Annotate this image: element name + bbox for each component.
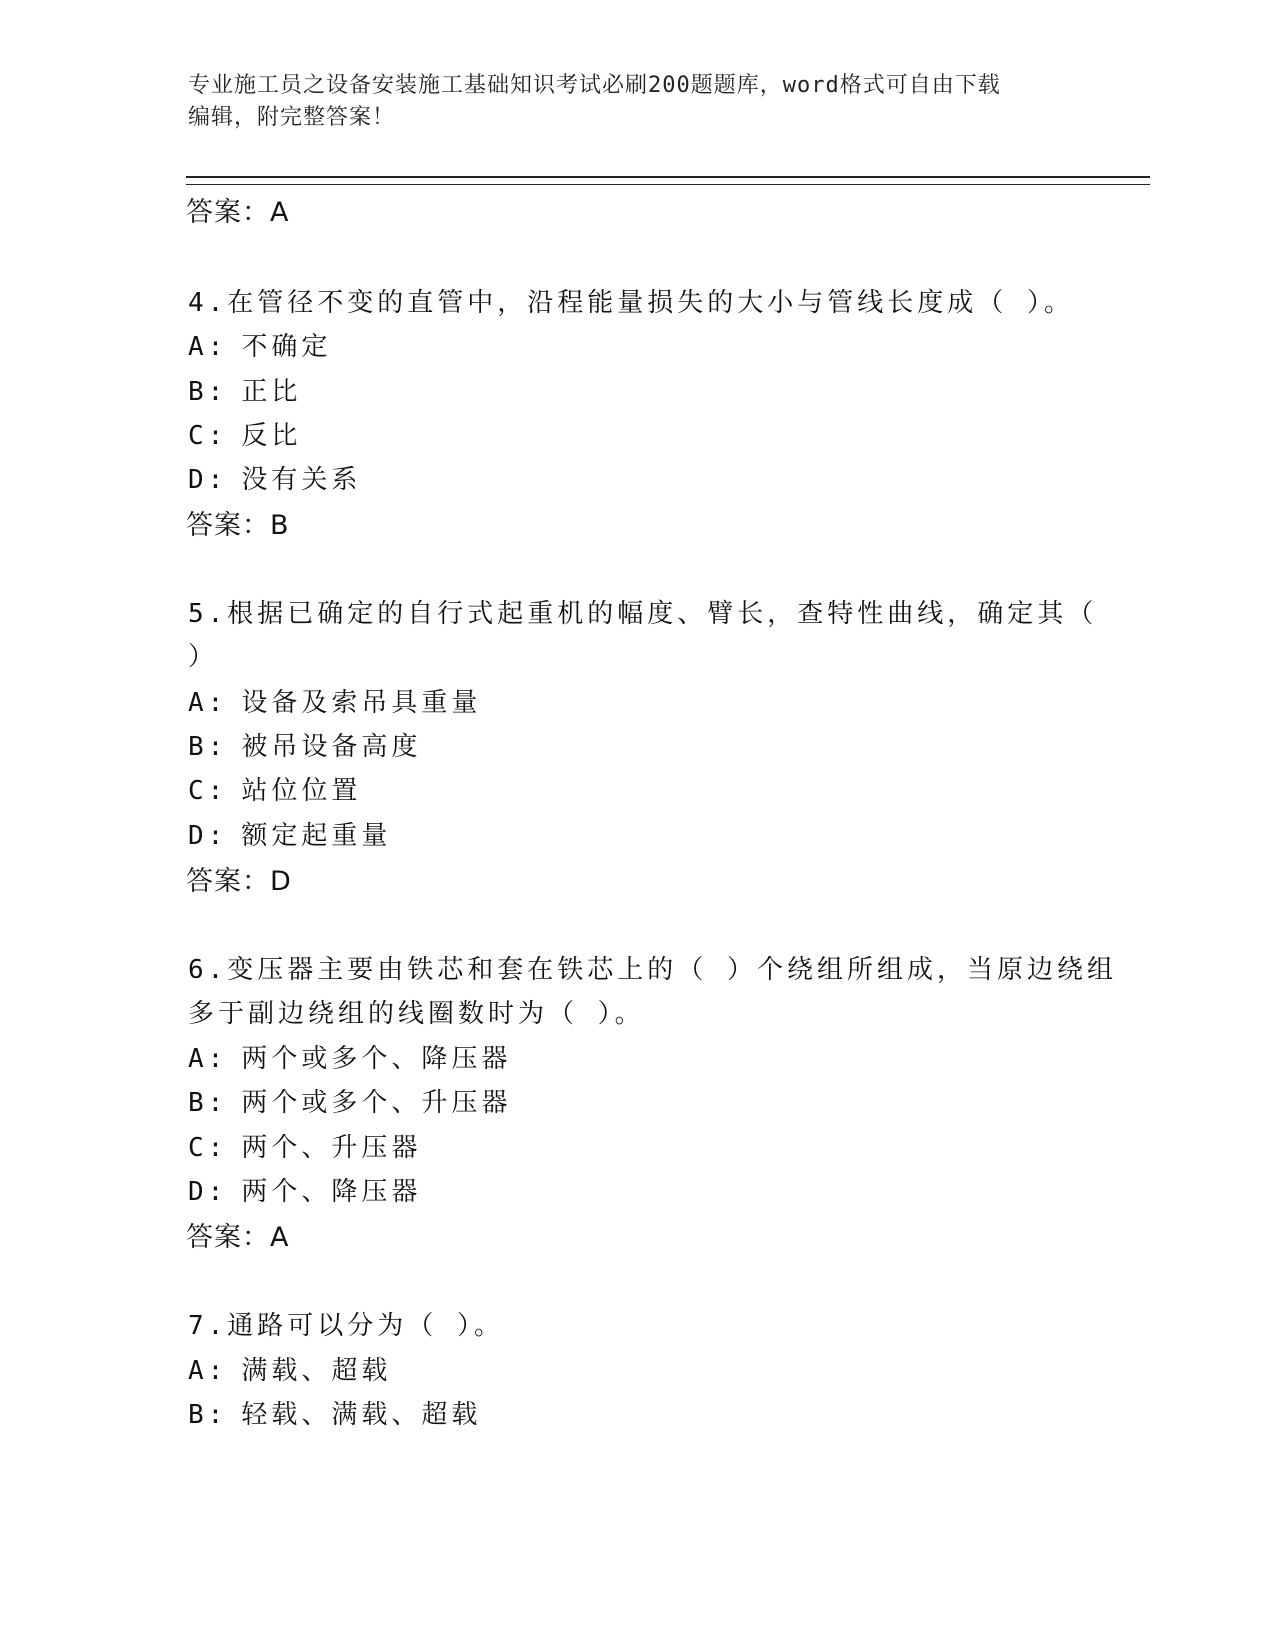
question-stem-continued: 多于副边绕组的线圈数时为（ ）。 (188, 999, 645, 1029)
option-letter: B: (188, 732, 228, 762)
option-text: 两个或多个、降压器 (241, 1044, 512, 1074)
option-line (188, 326, 331, 363)
header-line-1: 专业施工员之设备安装施工基础知识考试必刷200题题库，word格式可自由下载 (188, 73, 1001, 98)
option-letter: C: (188, 1133, 228, 1163)
answer-line (186, 1215, 289, 1254)
answer-prefix: 答案： (186, 510, 270, 541)
option-text: 反比 (241, 421, 302, 451)
option-letter: B: (188, 377, 228, 407)
option-text: 两个或多个、升压器 (241, 1088, 512, 1118)
option-text: 不确定 (241, 332, 332, 362)
header-line-2: 编辑，附完整答案！ (188, 105, 396, 130)
question-stem: 5.根据已确定的自行式起重机的幅度、臂长，查特性曲线，确定其（ (188, 599, 1098, 629)
page-header (188, 70, 1068, 134)
option-letter: C: (188, 421, 228, 451)
answer-prefix: 答案： (186, 866, 270, 897)
option-letter: D: (188, 1177, 228, 1207)
option-line (188, 1038, 511, 1075)
option-line (188, 459, 361, 496)
option-letter: A: (188, 1044, 228, 1074)
option-text: 正比 (241, 377, 302, 407)
option-line (188, 682, 481, 719)
answer-value: D (270, 866, 292, 897)
question-stem-continued: ） (188, 642, 219, 672)
option-letter: A: (188, 332, 228, 362)
option-line (188, 1082, 511, 1119)
option-line (188, 371, 301, 408)
option-letter: A: (188, 1356, 228, 1386)
answer-value: A (270, 1222, 290, 1253)
option-line (188, 770, 361, 807)
answer-prefix: 答案： (186, 197, 270, 228)
option-text: 两个、升压器 (241, 1133, 422, 1163)
option-letter: B: (188, 1400, 228, 1430)
option-text: 设备及索吊具重量 (241, 688, 482, 718)
option-line (188, 1171, 421, 1208)
answer-line (186, 859, 292, 898)
option-text: 轻载、满载、超载 (241, 1400, 482, 1430)
question-stem: 4.在管径不变的直管中，沿程能量损失的大小与管线长度成（ ）。 (188, 288, 1074, 318)
option-text: 额定起重量 (241, 821, 392, 851)
option-line (188, 1394, 481, 1431)
option-text: 没有关系 (241, 465, 362, 495)
option-text: 两个、降压器 (241, 1177, 422, 1207)
question-stem: 7.通路可以分为（ ）。 (188, 1311, 504, 1341)
option-letter: D: (188, 465, 228, 495)
option-line (188, 1350, 391, 1387)
option-line (188, 726, 421, 763)
option-letter: D: (188, 821, 228, 851)
option-text: 站位位置 (241, 776, 362, 806)
option-letter: B: (188, 1088, 228, 1118)
option-text: 满载、超载 (241, 1356, 392, 1386)
answer-value: B (270, 510, 290, 541)
answer-prefix: 答案： (186, 1222, 270, 1253)
question-stem: 6.变压器主要由铁芯和套在铁芯上的（ ）个绕组所组成，当原边绕组 (188, 955, 1117, 985)
header-divider (186, 176, 1150, 185)
option-line (188, 415, 301, 452)
answer-line (186, 503, 290, 542)
option-line (188, 815, 391, 852)
option-line (188, 1127, 421, 1164)
option-letter: A: (188, 688, 228, 718)
option-letter: C: (188, 776, 228, 806)
answer-line (186, 190, 289, 229)
answer-value: A (270, 197, 290, 228)
option-text: 被吊设备高度 (241, 732, 422, 762)
